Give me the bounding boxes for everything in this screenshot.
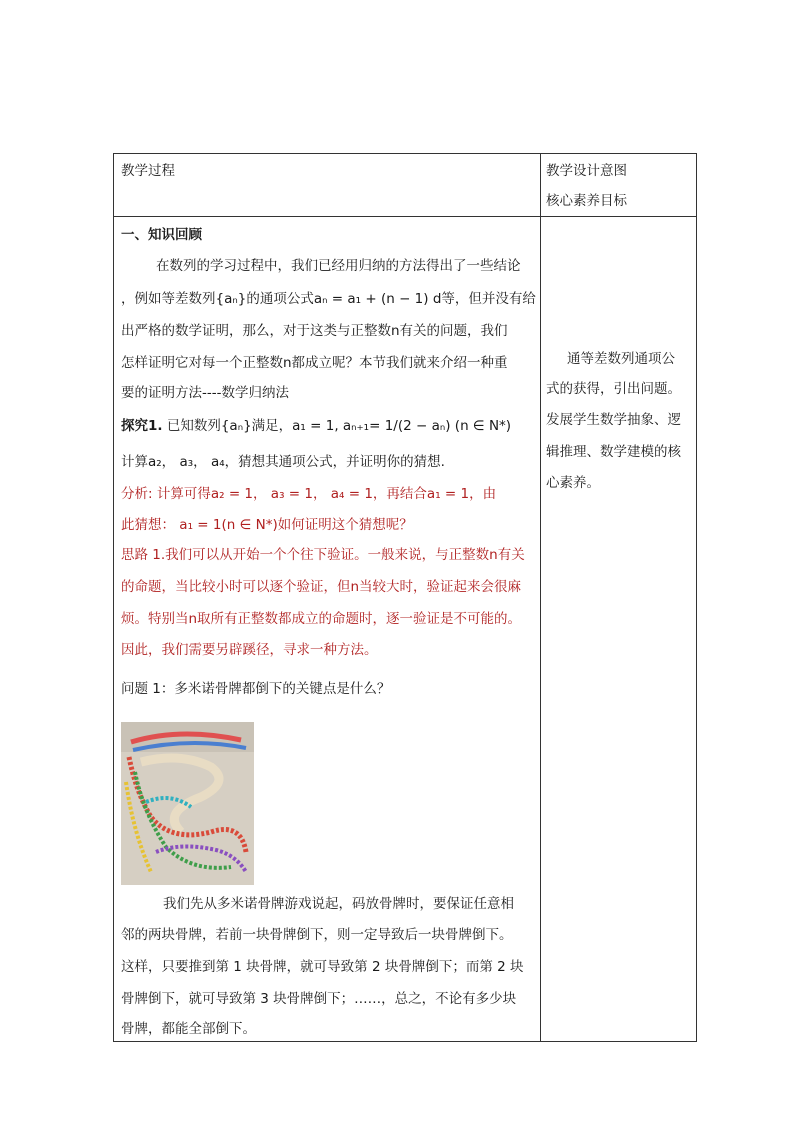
idea-line: 思路 1.我们可以从开始一个个往下验证。一般来说，与正整数n有关	[121, 547, 525, 563]
intent-line: 辑推理、数学建模的核	[546, 444, 681, 460]
domino-line: 骨牌倒下，就可导致第 3 块骨牌倒下；……，总之，不论有多少块	[121, 991, 517, 1007]
analysis-line: 分析: 计算可得a₂ = 1， a₃ = 1， a₄ = 1，再结合a₁ = 1，由	[121, 486, 497, 502]
intro-line: 在数列的学习过程中，我们已经用归纳的方法得出了一些结论	[156, 258, 521, 274]
explore-line2: 计算a₂， a₃， a₄，猜想其通项公式，并证明你的猜想.	[121, 454, 445, 470]
intro-line: 出严格的数学证明，那么，对于这类与正整数n有关的问题，我们	[121, 323, 508, 339]
explore-text: 已知数列{aₙ}满足，a₁ = 1, aₙ₊₁= 1/(2 − aₙ) (n ∈ N*)	[166, 418, 512, 434]
domino-line: 我们先从多米诺骨牌游戏说起，码放骨牌时，要保证任意相	[163, 896, 514, 912]
intro-line: 要的证明方法----数学归纳法	[121, 385, 289, 401]
question-1: 问题 1：多米诺骨牌都倒下的关键点是什么？	[121, 681, 391, 697]
idea-line: 的命题，当比较小时可以逐个验证，但n当较大时，验证起来会很麻	[121, 579, 522, 595]
intro-line: 怎样证明它对每一个正整数n都成立呢？本节我们就来介绍一种重	[121, 355, 508, 371]
domino-line: 骨牌，都能全部倒下。	[121, 1021, 256, 1037]
intent-line: 发展学生数学抽象、逻	[546, 412, 681, 428]
intent-line: 通等差数列通项公	[567, 351, 675, 367]
intro-line: ，例如等差数列{aₙ}的通项公式aₙ = a₁ + (n − 1) d等，但并没有给	[121, 291, 536, 307]
domino-line: 这样，只要推到第 1 块骨牌，就可导致第 2 块骨牌倒下；而第 2 块	[121, 959, 524, 975]
domino-photo	[121, 722, 254, 885]
analysis-line: 此猜想： a₁ = 1(n ∈ N*)如何证明这个猜想呢？	[121, 517, 413, 533]
domino-line: 邻的两块骨牌，若前一块骨牌倒下，则一定导致后一块骨牌倒下。	[121, 927, 513, 943]
intent-line: 心素养。	[546, 475, 600, 491]
column-divider	[540, 154, 541, 1041]
explore-label: 探究1.	[121, 418, 163, 434]
header-divider	[114, 216, 696, 217]
explore-question	[121, 417, 511, 435]
intent-line: 式的获得，引出问题。	[546, 381, 681, 397]
header-process: 教学过程	[121, 163, 175, 179]
lesson-table	[113, 153, 697, 1042]
section-title: 一、知识回顾	[121, 227, 202, 243]
header-goals: 核心素养目标	[546, 193, 627, 209]
idea-line: 因此，我们需要另辟蹊径，寻求一种方法。	[121, 642, 378, 658]
idea-line: 烦。特别当n取所有正整数都成立的命题时，逐一验证是不可能的。	[121, 611, 522, 627]
header-intent: 教学设计意图	[546, 163, 627, 179]
